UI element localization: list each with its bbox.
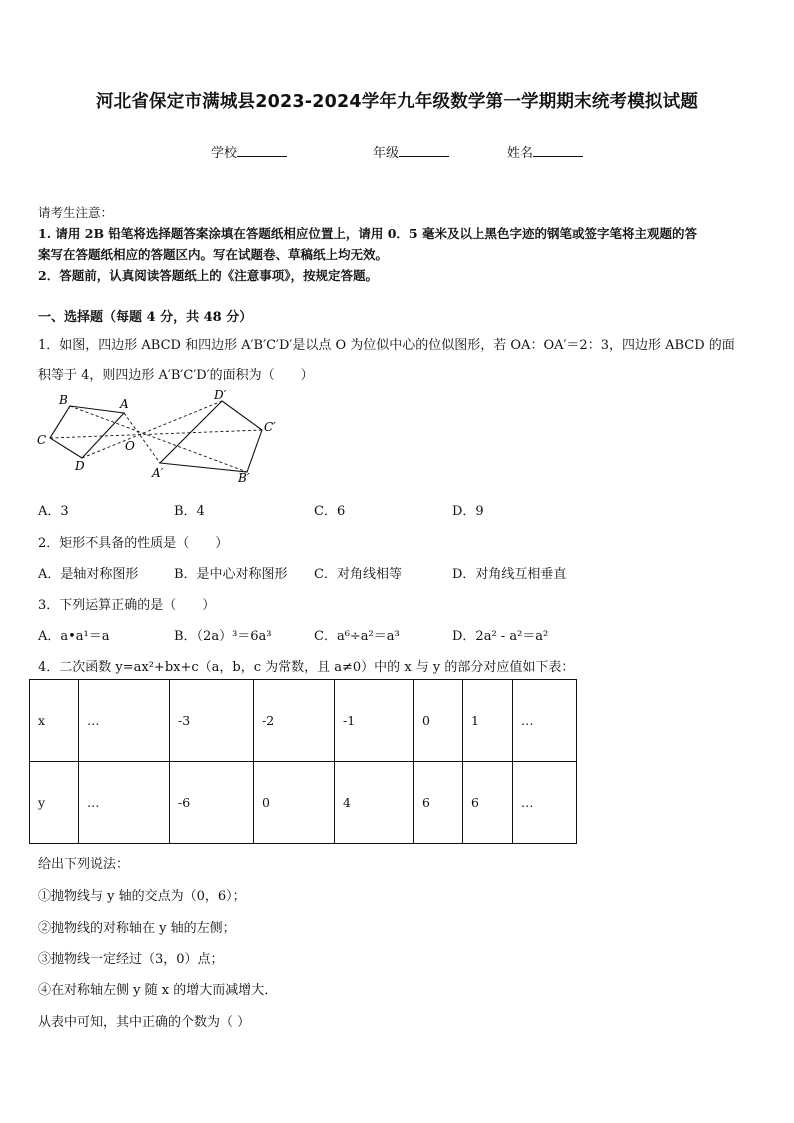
quad-apbpcpdp	[160, 401, 262, 472]
q3-option-d[interactable]: D．2a² - a²＝a²	[452, 629, 549, 644]
table-cell: 0	[414, 680, 463, 762]
q3-option-a[interactable]: A．a•a¹＝a	[38, 629, 110, 644]
q2-option-c[interactable]: C．对角线相等	[314, 567, 402, 582]
label-B: B	[59, 393, 68, 407]
grade-blank[interactable]	[399, 144, 449, 157]
table-cell: 6	[463, 762, 513, 844]
q1-stem-line-2: 积等于 4，则四边形 A′B′C′D′的面积为（ ）	[38, 368, 314, 383]
page-title: 河北省保定市满城县2023-2024学年九年级数学第一学期期末统考模拟试题	[95, 92, 699, 112]
notice-heading: 请考生注意：	[38, 205, 114, 220]
notice-item-1-line-1: 1. 请用 2B 铅笔将选择题答案涂填在答题纸相应位置上，请用 0．5 毫米及以上黑色字迹的钢笔或签字笔将主观题的答	[38, 226, 697, 241]
table-cell: -6	[170, 762, 254, 844]
name-label: 姓名	[507, 146, 534, 161]
table-cell: 1	[463, 680, 513, 762]
q4-statement-2: ②抛物线的对称轴在 y 轴的左侧；	[38, 921, 236, 936]
q3-stem: 3．下列运算正确的是（ ）	[38, 598, 216, 613]
q4-statement-3: ③抛物线一定经过（3，0）点；	[38, 952, 224, 967]
table-cell: -2	[254, 680, 335, 762]
q1-option-c[interactable]: C．6	[314, 504, 346, 519]
q1-option-b[interactable]: B．4	[174, 504, 205, 519]
section-heading: 一、选择题（每题 4 分，共 48 分）	[38, 310, 253, 325]
table-row-x	[30, 680, 577, 762]
q4-statement-1: ①抛物线与 y 轴的交点为（0，6）；	[38, 889, 246, 904]
table-cell: …	[79, 680, 170, 762]
table-cell: …	[513, 680, 577, 762]
grade-label: 年级	[373, 146, 400, 161]
name-field	[507, 142, 583, 161]
table-cell: -3	[170, 680, 254, 762]
table-cell: 0	[254, 762, 335, 844]
label-C-prime: C′	[264, 420, 276, 434]
label-D: D	[75, 459, 85, 473]
q3-option-b[interactable]: B．（2a）³＝6a³	[174, 629, 272, 644]
table-row-y	[30, 762, 577, 844]
q4-given: 给出下列说法：	[38, 857, 130, 872]
quad-abcd	[50, 406, 124, 458]
q4-stem: 4．二次函数 y=ax²+bx+c（a，b，c 为常数，且 a≠0）中的 x 与 y 的部分对应值如下表：	[38, 660, 575, 675]
q1-stem-line-1: 1．如图，四边形 ABCD 和四边形 A′B′C′D′是以点 O 为位似中心的位似图形，若 OA：OA′＝2：3，四边形 ABCD 的面	[38, 338, 735, 353]
q4-ask: 从表中可知，其中正确的个数为（ ）	[38, 1015, 251, 1030]
label-A-prime: A′	[152, 466, 164, 480]
notice-item-2: 2．答题前，认真阅读答题纸上的《注意事项》，按规定答题。	[38, 268, 378, 283]
q2-stem: 2．矩形不具备的性质是（ ）	[38, 536, 229, 551]
school-blank[interactable]	[237, 144, 287, 157]
label-A: A	[120, 397, 129, 411]
notice-block	[38, 202, 758, 286]
label-D-prime: D′	[214, 388, 227, 402]
table-cell: 4	[335, 762, 414, 844]
label-B-prime: B′	[238, 471, 250, 485]
table-cell: y	[30, 762, 79, 844]
q4-value-table	[29, 679, 577, 844]
q1-option-a[interactable]: A．3	[38, 504, 69, 519]
q4-statement-4: ④在对称轴左侧 y 随 x 的增大而减增大．	[38, 983, 278, 998]
q1-option-d[interactable]: D．9	[452, 504, 484, 519]
notice-item-1-line-2: 案写在答题纸相应的答题区内。写在试题卷、草稿纸上均无效。	[38, 247, 389, 262]
table-cell: -1	[335, 680, 414, 762]
table-cell: …	[79, 762, 170, 844]
grade-field	[373, 142, 449, 161]
q3-option-c[interactable]: C．a⁶÷a²＝a³	[314, 629, 400, 644]
q2-option-d[interactable]: D．对角线互相垂直	[452, 567, 567, 582]
label-O: O	[125, 439, 135, 453]
table-cell: 6	[414, 762, 463, 844]
table-cell: x	[30, 680, 79, 762]
name-blank[interactable]	[533, 144, 583, 157]
school-label: 学校	[211, 146, 238, 161]
q2-option-a[interactable]: A．是轴对称图形	[38, 567, 139, 582]
label-C: C	[37, 433, 47, 447]
homothety-figure	[32, 388, 292, 488]
school-field	[211, 142, 287, 161]
table-cell: …	[513, 762, 577, 844]
q2-option-b[interactable]: B．是中心对称图形	[174, 567, 288, 582]
